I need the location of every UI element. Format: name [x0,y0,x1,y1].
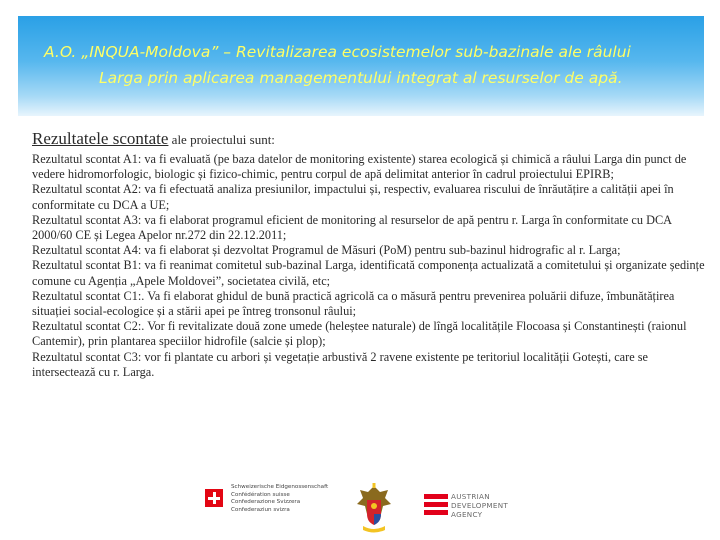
result-a2: Rezultatul scontat A2: va fi efectuată analiza presiunilor, impactului și, respectiv, evaluarea riscului de înrăutățire a calității apei în conformitate cu DCA a UE; [32,182,674,212]
swiss-text-line: Confédération suisse [231,491,290,498]
section-heading [32,129,275,149]
results-list [32,152,706,380]
swiss-text-line: Confederazione Svizzera [231,499,301,506]
ada-text-line: DEVELOPMENT [451,501,509,510]
section-heading-rest: ale proiectului sunt: [168,132,275,147]
result-a1: Rezultatul scontat A1: va fi evaluată (pe baza datelor de monitoring existente) starea ecologică și chimică a râului Larga din punct de vedere hidromorfologic, biologic și fizico-chimic, pentru corpul de apă delimitat anterior în cadrul proiectului EPIRB; [32,152,687,182]
result-a3: Rezultatul scontat A3: va fi elaborat programul eficient de monitoring al resurselor de apă pentru r. Larga în conformitate cu DCA 2000/60 CE și Legea Apelor nr.272 din 22.12.2011; [32,212,672,243]
slide-title-line-1: A.O. „INQUA-Moldova” – Revitalizarea ecosistemelor sub-bazinale ale râului [44,43,631,61]
result-c2: Rezultatul scontat C2:. Vor fi revitalizate două zone umede (heleștee naturale) de lîngă localitățile Flocoasa și Constantinești (raionul Cantemir), prin plantarea speciilor hidrofile (salcie și plop); [32,319,687,349]
ada-text-line: AGENCY [451,510,483,519]
title-banner [18,16,704,116]
swiss-flag-icon [205,489,223,507]
result-c1: Rezultatul scontat C1:. Va fi elaborat ghidul de bună practică agricolă ca o măsură pentru prevenirea poluării difuze, îmbunătățirea situației social-ecologice și a stării apei pe întreg tronsonul râului; [32,288,675,319]
moldova-coat-of-arms-icon [354,482,394,536]
austrian-development-agency-text [451,492,508,519]
result-b1: Rezultatul scontat B1: va fi reanimat comitetul sub-bazinal Larga, identificată componența actualizată a comitetului și organizate ședințe comune cu Agenția „Apele Moldovei”, societatea civilă, etc; [32,258,705,288]
swiss-confederation-logo-text [231,484,328,514]
slide-title-line-2: Larga prin aplicarea managementului integrat al resurselor de apă. [99,69,623,87]
section-heading-main: Rezultatele scontate [32,129,169,148]
swiss-text-line: Schweizerische Eidgenossenschaft [231,484,329,490]
austrian-development-agency-icon [424,494,448,518]
ada-text-line: AUSTRIAN [451,492,490,501]
result-c3: Rezultatul scontat C3: vor fi plantate cu arbori și vegetație arbustivă 2 ravene existente pe teritoriul localității Gotești, care se intersectează cu r. Larga. [32,349,648,379]
swiss-text-line: Confederaziun svizra [231,506,290,513]
result-a4: Rezultatul scontat A4: va fi elaborat și dezvoltat Programul de Măsuri (PoM) pentru sub-bazinul hidrografic al r. Larga; [32,243,621,258]
partner-logos [0,482,720,540]
